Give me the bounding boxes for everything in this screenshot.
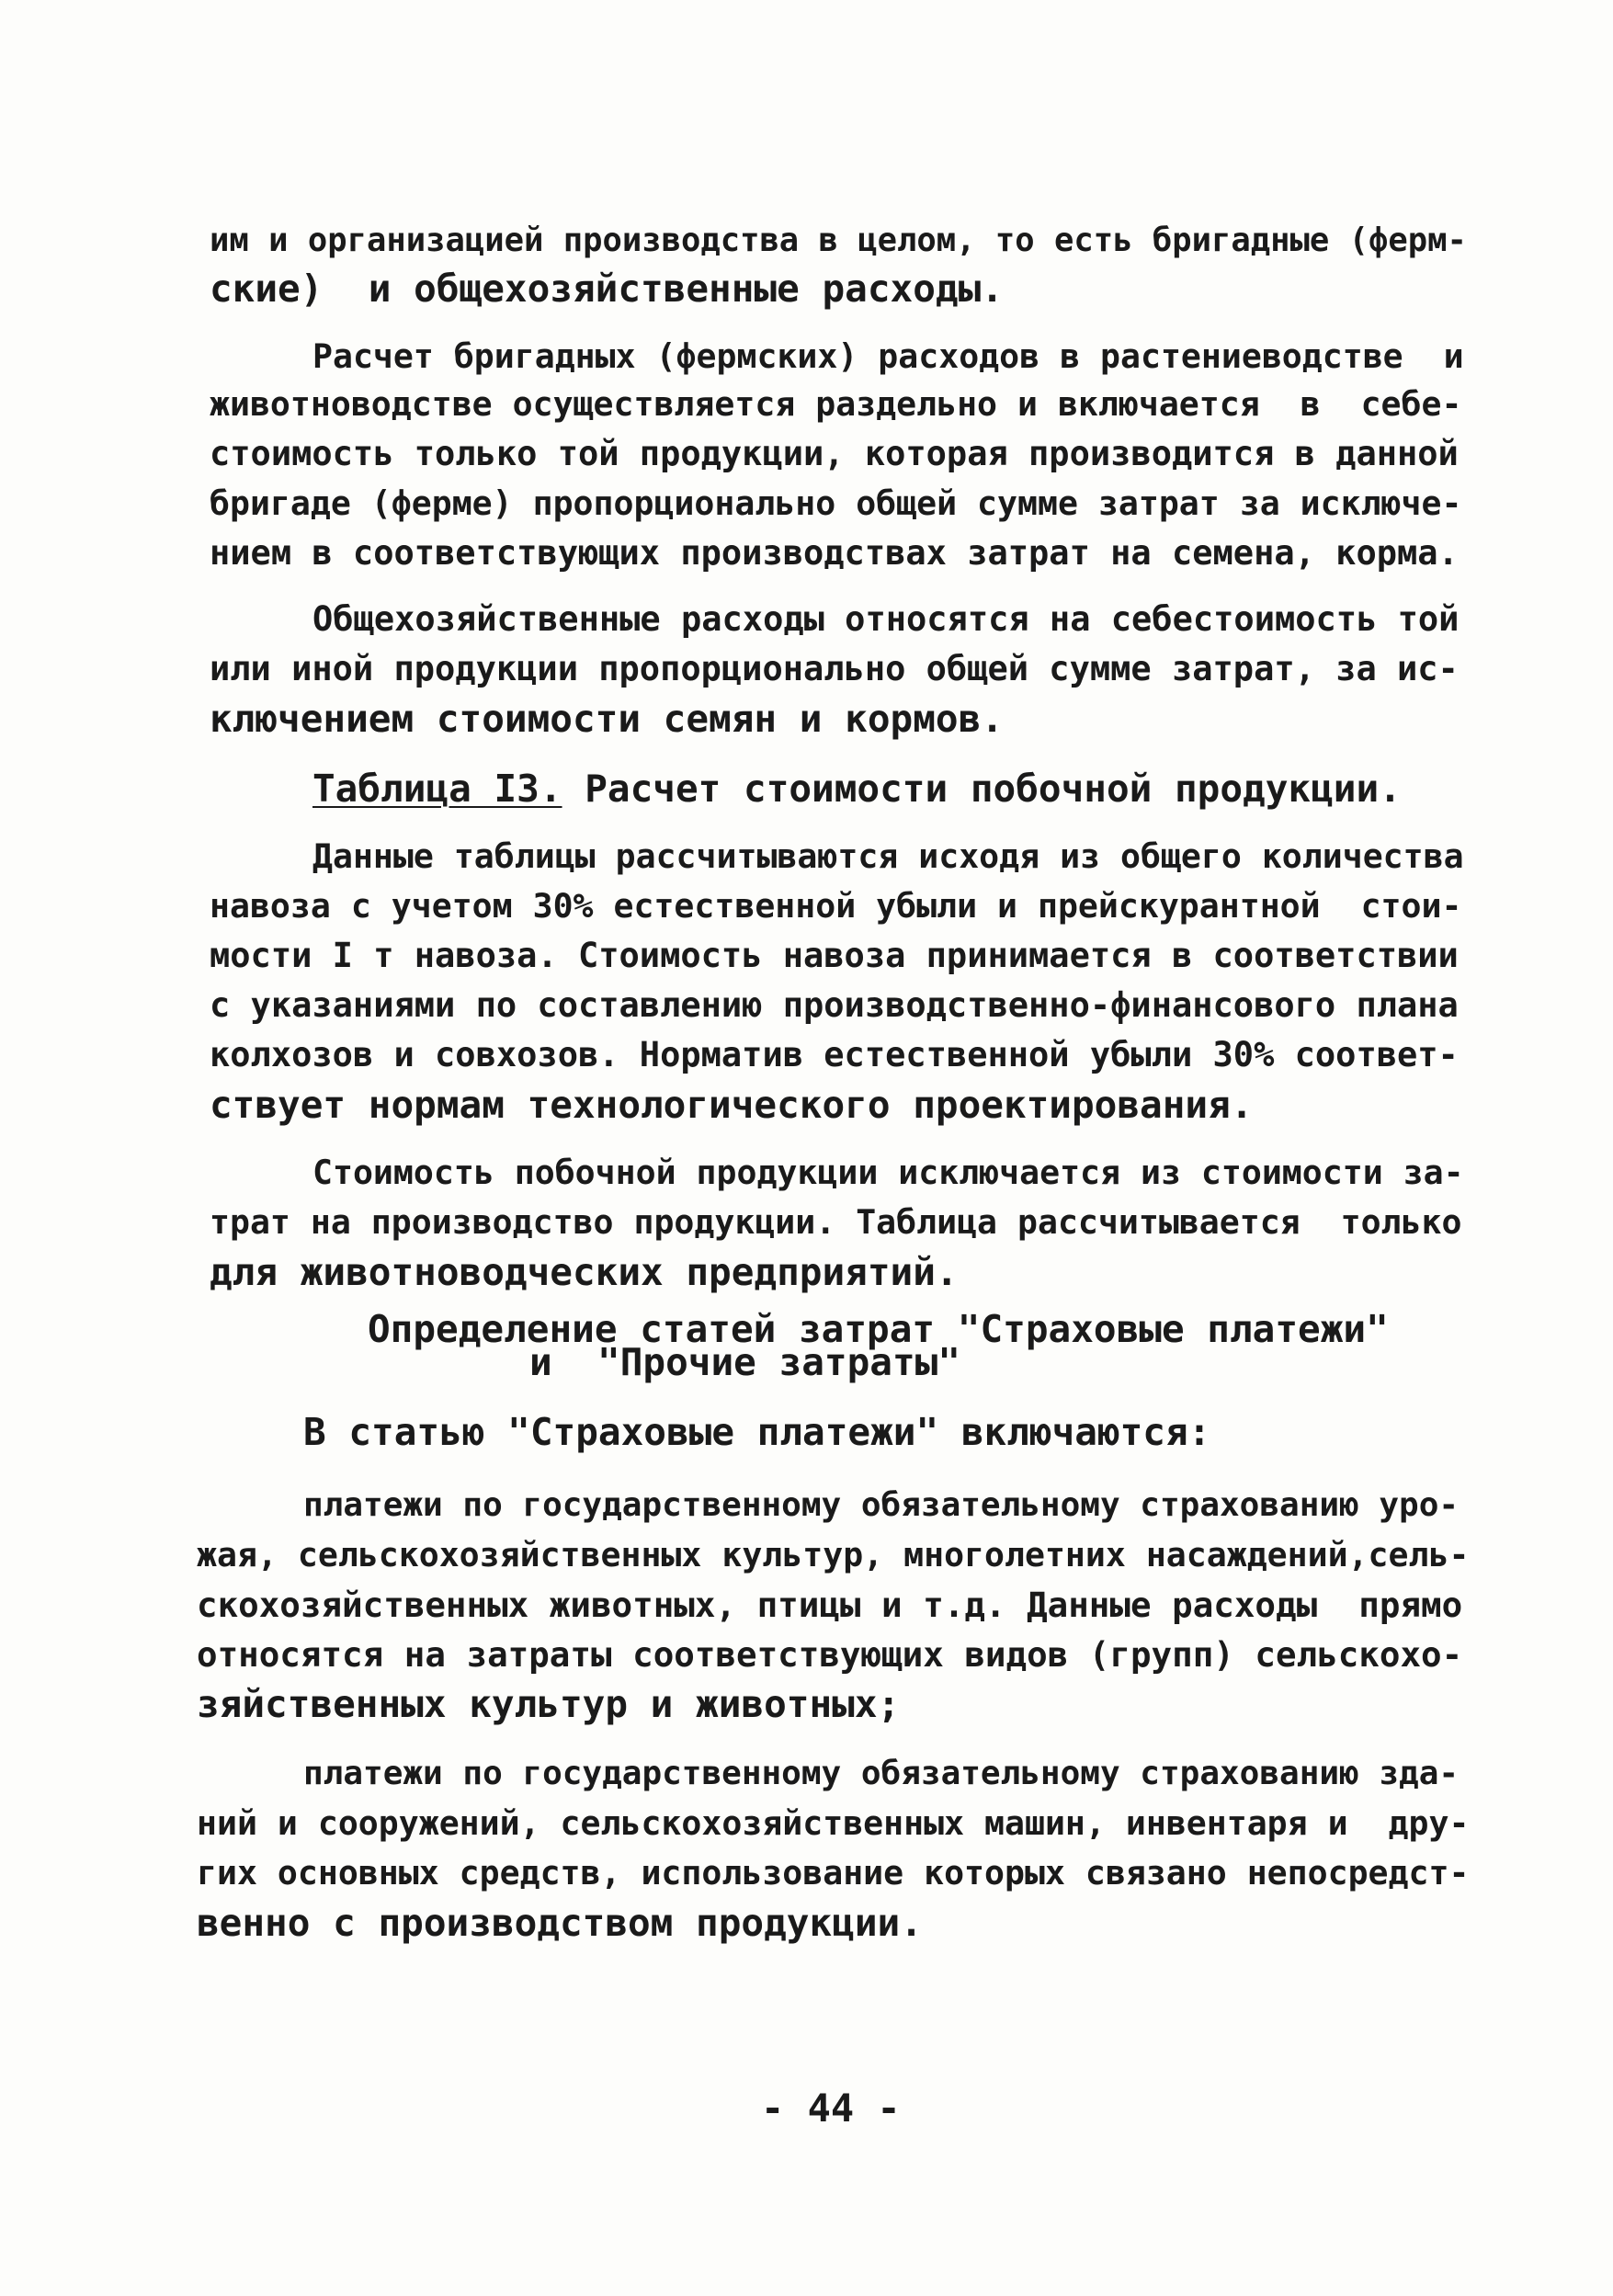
text-line: мости I т навоза. Стоимость навоза принимается в соответствии	[210, 936, 1459, 975]
table-ref: Таблица I3.	[312, 767, 562, 811]
text-line: ствует нормам технологического проектирования.	[210, 1083, 1254, 1127]
text-line: ские) и общехозяйственные расходы.	[210, 267, 1004, 311]
text-line: трат на производство продукции. Таблица рассчитывается только	[210, 1202, 1462, 1242]
text-line: или иной продукции пропорционально общей сумме затрат, за ис-	[210, 649, 1459, 688]
table-title: Расчет стоимости побочной продукции.	[562, 767, 1402, 811]
text-line: зяйственных культур и животных;	[197, 1682, 901, 1726]
text-line: венно с производством продукции.	[197, 1901, 923, 1945]
text-line: платежи по государственному обязательному страхованию зда-	[303, 1755, 1460, 1792]
text-line: им и организацией производства в целом, то есть бригадные (ферм-	[210, 222, 1467, 259]
text-line: нием в соответствующих производствах затрат на семена, корма.	[210, 533, 1459, 573]
text-line: навоза с учетом 30% естественной убыли и прейскурантной стои-	[210, 886, 1462, 926]
text-line: Расчет бригадных (фермских) расходов в растениеводстве и	[312, 336, 1464, 376]
section-heading: Определение статей затрат "Страховые платежи"	[368, 1307, 1389, 1351]
text-line: Стоимость побочной продукции исключается из стоимости за-	[312, 1153, 1464, 1192]
text-line: ний и сооружений, сельскохозяйственных машин, инвентаря и дру-	[197, 1803, 1470, 1843]
text-line: животноводстве осуществляется раздельно и включается в себе-	[210, 384, 1462, 424]
text-line: В статью "Страховые платежи" включаются:	[303, 1410, 1211, 1454]
text-line: относятся на затраты соответствующих видов (групп) сельскохо-	[197, 1634, 1463, 1675]
text-line: стоимость только той продукции, которая производится в данной	[210, 434, 1459, 473]
text-line: платежи по государственному обязательному страхованию уро-	[303, 1486, 1460, 1524]
text-line: колхозов и совхозов. Норматив естественной убыли 30% соответ-	[210, 1035, 1459, 1074]
table-caption	[312, 765, 1402, 813]
text-line: скохозяйственных животных, птицы и т.д. Данные расходы прямо	[197, 1585, 1463, 1625]
page-number: - 44 -	[761, 2086, 901, 2131]
section-heading: и "Прочие затраты"	[529, 1340, 960, 1384]
text-line: жая, сельскохозяйственных культур, многолетних насаждений,сель-	[197, 1535, 1470, 1574]
text-line: Данные таблицы рассчитываются исходя из общего количества	[312, 836, 1464, 876]
text-line: с указаниями по составлению производственно-финансового плана	[210, 985, 1459, 1025]
text-line: Общехозяйственные расходы относятся на себестоимость той	[312, 599, 1460, 639]
text-line: гих основных средств, использование которых связано непосредст-	[197, 1853, 1470, 1892]
text-line: для животноводческих предприятий.	[210, 1250, 959, 1294]
text-line: бригаде (ферме) пропорционально общей сумме затрат за исключе-	[210, 483, 1462, 523]
text-line: ключением стоимости семян и кормов.	[210, 697, 1004, 741]
